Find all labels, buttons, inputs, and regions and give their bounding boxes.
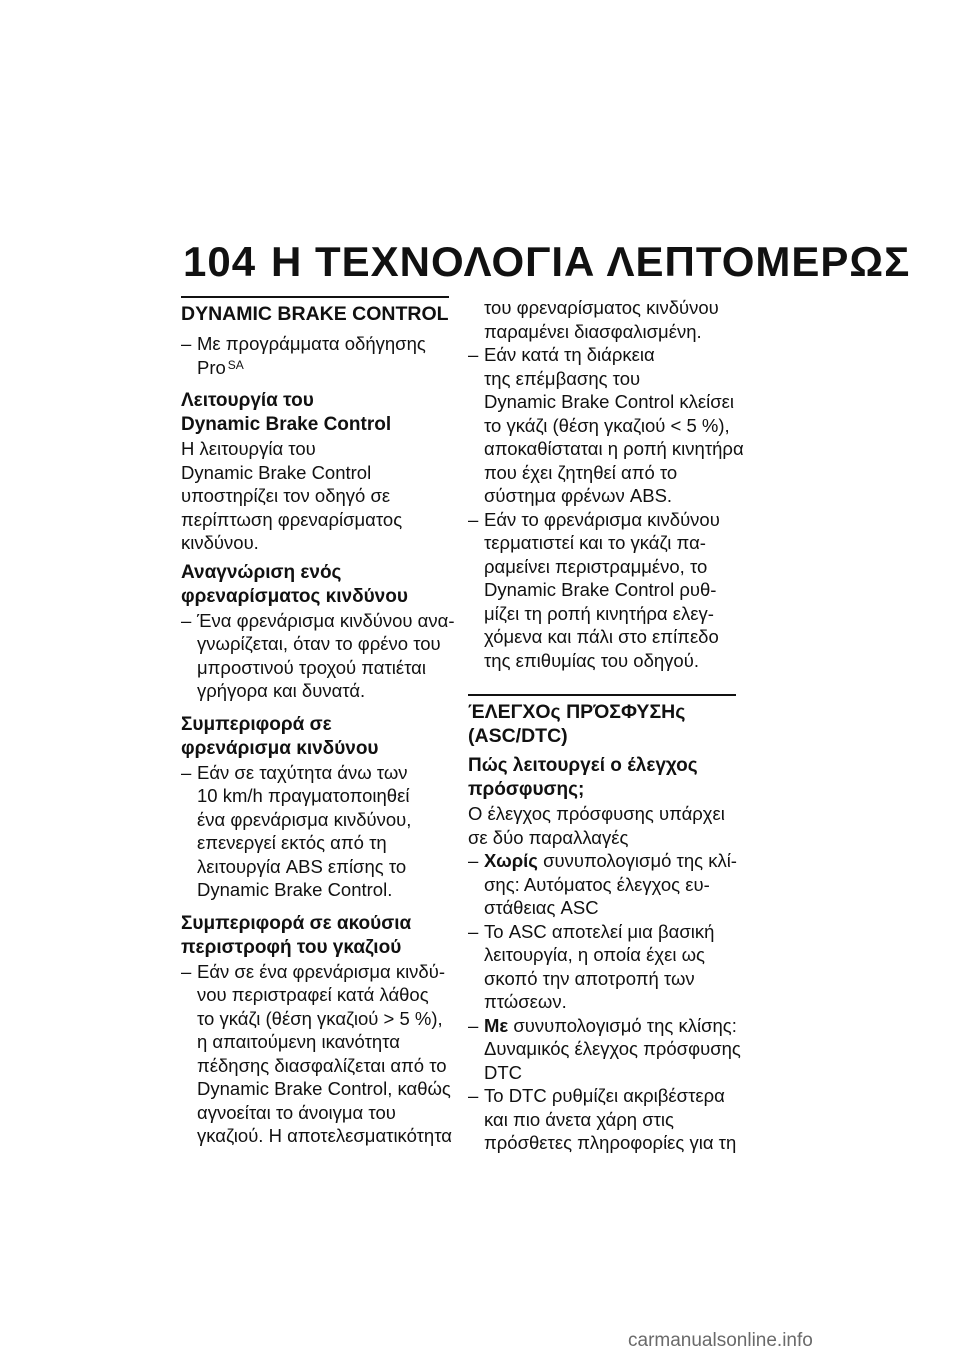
text-line: Dynamic Brake Control: [181, 461, 372, 483]
bold-term: Με: [484, 1014, 509, 1036]
subtitle-how: [468, 754, 736, 802]
chapter-title: Η ΤΕΧΝΟΛΟΓΙΑ ΛΕΠΤΟΜΕΡΩΣ: [271, 238, 911, 285]
text-line: της επέμβασης του: [484, 367, 641, 389]
text-line: το γκάζι (θέση γκαζιού < 5 %),: [484, 414, 730, 436]
text-line: κινδύνου.: [181, 532, 259, 553]
text-line: Με προγράμματα οδήγησης: [197, 333, 426, 354]
text-line: πτώσεων.: [484, 991, 567, 1012]
text-line: Εάν σε ένα φρενάρισμα κινδύ-: [197, 960, 446, 982]
text-line: σε δύο παραλλαγές: [468, 826, 629, 848]
text-line: Dynamic Brake Control, καθώς: [197, 1078, 451, 1099]
text-line: και πιο άνετα χάρη στις: [484, 1108, 674, 1130]
text-line: σύστημα φρένων ABS.: [484, 485, 673, 506]
text-line: Συμπεριφορά σε: [181, 713, 332, 735]
text-line: πέδησης διασφαλίζεται από το: [197, 1054, 447, 1076]
subtitle-recognition: [181, 561, 449, 609]
text-line: Dynamic Brake Control.: [197, 879, 393, 900]
dash-bullet: –: [468, 1014, 479, 1036]
text-line: [484, 849, 736, 873]
left-column: [181, 296, 455, 1148]
text-line: Dynamic Brake Control κλείσει: [484, 391, 734, 412]
text-line: Δυναμικός έλεγχος πρόσφυσης: [484, 1038, 741, 1059]
text-line: Αναγνώριση ενός: [181, 561, 342, 583]
sa-superscript: SA: [227, 357, 244, 372]
list-item-without: [468, 849, 736, 920]
text-line: μίζει τη ροπή κινητήρα ελεγ-: [484, 602, 714, 624]
dash-bullet: –: [181, 609, 192, 631]
list-item-continuation: [468, 296, 736, 343]
text-line: φρενάρισμα κινδύνου: [181, 737, 379, 759]
watermark: carmanualsonline.info: [628, 1330, 813, 1351]
text-line: σης: Αυτόματος έλεγχος ευ-: [484, 873, 710, 895]
text-line: [484, 1014, 736, 1038]
dash-bullet: –: [468, 344, 479, 365]
text-line: ένα φρενάρισμα κινδύνου,: [197, 808, 412, 830]
text-line: πρόσφυσης;: [468, 779, 585, 800]
text-line: Το ASC αποτελεί μια βασική: [484, 920, 715, 942]
text-line: γνωρίζεται, όταν το φρένο του: [197, 633, 441, 654]
text-line: (ASC/DTC): [468, 725, 568, 747]
list-item-dtc: [468, 1084, 736, 1155]
text-line: ραμείνει περιστραμμένο, το: [484, 555, 708, 577]
list-item-throttle: [181, 960, 452, 1148]
text-line: που έχει ζητηθεί από το: [484, 461, 678, 483]
text-line: επενεργεί εκτός από τη: [197, 832, 387, 853]
text-line: αποκαθίσταται η ροπή κινητήρα: [484, 438, 744, 459]
text-line: της επιθυμίας του οδηγού.: [484, 649, 699, 671]
text-line: λειτουργία, η οποία έχει ως: [484, 944, 705, 965]
dash-bullet: –: [468, 1085, 479, 1106]
spacer: [468, 672, 736, 694]
dash-bullet: –: [181, 761, 192, 783]
text-line: Εάν σε ταχύτητα άνω των: [197, 761, 408, 783]
text-line: περίπτωση φρεναρίσματος: [181, 508, 403, 530]
text-line: γκαζιού. Η αποτελεσματικότητα: [197, 1125, 452, 1146]
text-line: παραμένει διασφαλισμένη.: [484, 320, 702, 342]
text-line: νου περιστραφεί κατά λάθος: [197, 984, 429, 1005]
subtitle-behavior: [181, 713, 449, 761]
list-item-intro: [181, 332, 449, 379]
text-line: πρόσθετες πληροφορίες για τη: [484, 1132, 737, 1153]
pro-label: Pro: [197, 356, 226, 378]
text-line: ΈΛΕΓΧΟς ΠΡΌΣΦΥΣΗς: [468, 701, 686, 723]
text-line: γρήγορα και δυνατά.: [197, 680, 366, 701]
text-line: στάθειας ASC: [484, 897, 599, 918]
text-line: το γκάζι (θέση γκαζιού > 5 %),: [197, 1007, 443, 1029]
text-line: DTC: [484, 1061, 523, 1083]
text-line: περιστροφή του γκαζιού: [181, 936, 402, 958]
text-line: Λειτουργία του: [181, 390, 314, 411]
text-line: Dynamic Brake Control ρυθ-: [484, 579, 717, 600]
text-line: σκοπό την αποτροπή των: [484, 967, 695, 989]
text-line: 10 km/h πραγματοποιηθεί: [197, 785, 410, 806]
section-title-dbc: DYNAMIC BRAKE CONTROL: [181, 296, 449, 326]
text-line: τερματιστεί και το γκάζι πα-: [484, 532, 706, 553]
page-number: 104: [183, 238, 257, 285]
text-line: υποστηρίζει τον οδηγό σε: [181, 485, 391, 506]
paragraph-how: [468, 802, 736, 849]
text-line: χόμενα και πάλι στο επίπεδο: [484, 626, 719, 647]
text-line: μπροστινού τροχού πατιέται: [197, 656, 426, 678]
text-fragment: συνυπολογισμό της κλί-: [537, 850, 737, 871]
list-item-asc: [468, 920, 736, 1014]
text-line: Το DTC ρυθμίζει ακριβέστερα: [484, 1085, 725, 1106]
text-line: Ο έλεγχος πρόσφυσης υπάρχει: [468, 803, 725, 824]
dash-bullet: –: [468, 850, 479, 871]
text-line: Ένα φρενάρισμα κινδύνου ανα-: [197, 609, 455, 631]
text-fragment: συνυπολογισμό της κλίσης:: [508, 1014, 737, 1036]
subtitle-function: [181, 389, 449, 437]
text-line: Πώς λειτουργεί ο έλεγχος: [468, 755, 698, 776]
bold-term: Χωρίς: [484, 850, 538, 871]
text-line: Η λειτουργία του: [181, 438, 316, 459]
text-line: Συμπεριφορά σε ακούσια: [181, 912, 412, 934]
text-line: Εάν κατά τη διάρκεια: [484, 344, 655, 365]
list-item-end: [468, 508, 736, 673]
paragraph-function: [181, 437, 449, 555]
text-line: [197, 356, 449, 380]
text-line: φρεναρίσματος κινδύνου: [181, 585, 408, 607]
dash-bullet: –: [181, 333, 192, 354]
text-line: αγνοείται το άνοιγμα του: [197, 1101, 396, 1123]
subtitle-throttle: [181, 912, 449, 960]
text-line: η απαιτούμενη ικανότητα: [197, 1031, 400, 1052]
text-line: Dynamic Brake Control: [181, 414, 392, 435]
page-header: [183, 238, 911, 286]
list-item-recognition: [181, 609, 455, 703]
text-line: Εάν το φρενάρισμα κινδύνου: [484, 508, 720, 530]
dash-bullet: –: [468, 920, 479, 942]
section-title-asc-dtc: [468, 694, 736, 748]
dash-bullet: –: [468, 508, 479, 530]
list-item-duration: [468, 343, 744, 508]
right-column: [468, 296, 744, 1155]
list-item-with: [468, 1014, 741, 1085]
list-item-behavior: [181, 761, 449, 902]
text-line: του φρεναρίσματος κινδύνου: [484, 297, 719, 318]
text-line: λειτουργία ABS επίσης το: [197, 855, 407, 877]
dash-bullet: –: [181, 960, 192, 982]
